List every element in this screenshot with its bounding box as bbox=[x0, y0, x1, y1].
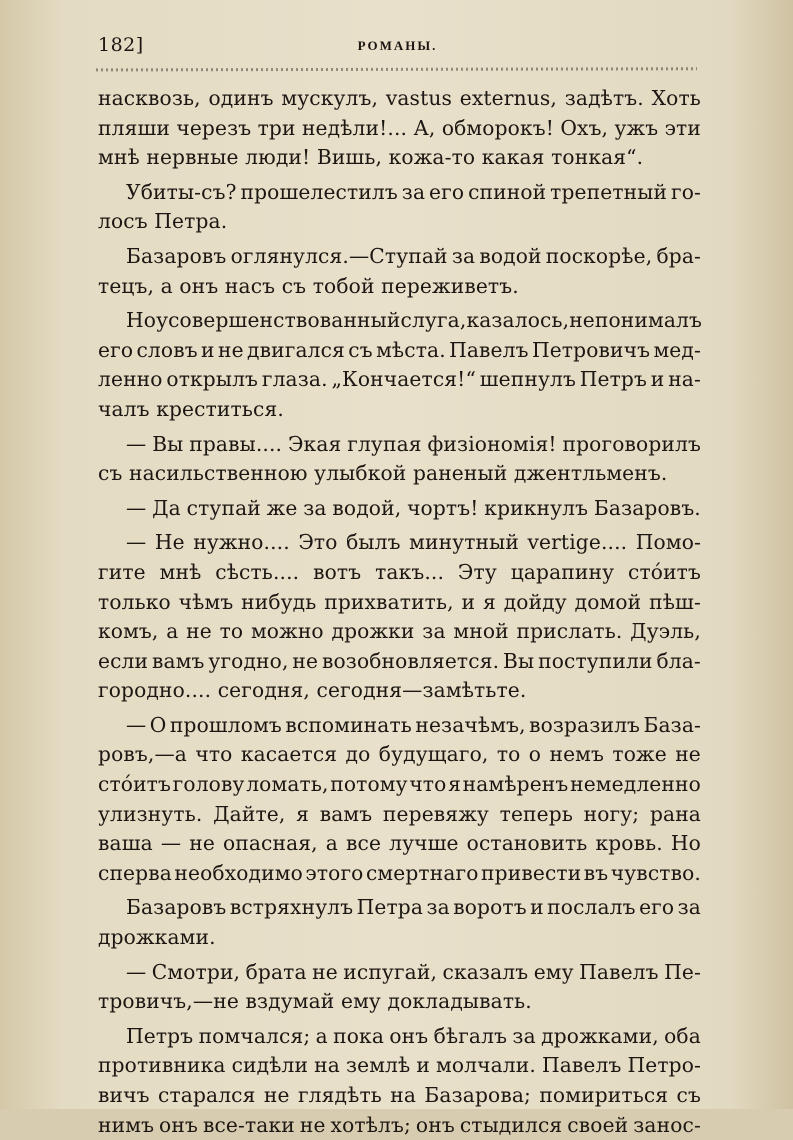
text-line: пляши черезъ три недѣли!... А, обморокъ! Охъ, ужъ эти bbox=[98, 115, 701, 140]
text-line: Петръ помчался; а пока онъ бѣгалъ за дрожками, оба bbox=[126, 1023, 701, 1048]
text-line: только чѣмъ нибудь прихватить, и я дойду домой пѣш- bbox=[98, 589, 701, 614]
text-line: ленно открылъ глаза. „Кончается!“ шепнулъ Петръ и на- bbox=[98, 367, 701, 392]
text-line: городно.... сегодня, сегодня—замѣтьте. bbox=[98, 678, 527, 703]
text-line: Базаровъ оглянулся.—Ступай за водой поскорѣе, бра- bbox=[126, 243, 701, 268]
text-line: дрожками. bbox=[98, 925, 216, 950]
text-line: — Вы правы.... Экая глупая физіономія! проговорилъ bbox=[126, 431, 701, 456]
page-header bbox=[98, 34, 697, 64]
text-line: комъ, а не то можно дрожки за мной прислать. Дуэль, bbox=[98, 619, 701, 644]
page-body-text bbox=[98, 84, 701, 1140]
text-line: если вамъ угодно, не возобновляется. Вы поступили бла- bbox=[98, 648, 701, 673]
text-line: вичъ старался не глядѣть на Базарова; помириться съ bbox=[98, 1083, 701, 1107]
text-line: Но усовершенствованный слуга, казалось, не понималъ bbox=[126, 308, 703, 333]
text-line: — Не нужно.... Это былъ минутный vertige.... Помо- bbox=[126, 530, 701, 555]
text-line: ваша — не опасная, а все лучше остановить кровь. Но bbox=[98, 831, 701, 856]
text-line: тровичъ,—не вздумай ему докладывать. bbox=[98, 989, 532, 1014]
text-line: — Смотри, брата не испугай, сказалъ ему Павелъ Пе- bbox=[126, 959, 701, 984]
running-title: РОМАНЫ. bbox=[357, 38, 438, 53]
text-line: гите мнѣ сѣсть.... вотъ такъ... Эту царапину стóитъ bbox=[98, 559, 701, 584]
text-line: улизнуть. Дайте, я вамъ перевяжу теперь ногу; рана bbox=[98, 801, 701, 826]
text-line: насквозь, одинъ мускулъ, vastus externus, задѣтъ. Хоть bbox=[98, 86, 701, 110]
text-line: Базаровъ встряхнулъ Петра за воротъ и послалъ его за bbox=[126, 895, 701, 920]
text-line: ровъ,—а что касается до будущаго, то о немъ тоже не bbox=[98, 742, 701, 767]
text-line: тецъ, а онъ насъ съ тобой переживетъ. bbox=[98, 273, 519, 298]
text-line: чалъ креститься. bbox=[98, 396, 284, 421]
text-line: мнѣ нервные люди! Вишь, кожа-то какая тонкая“. bbox=[98, 145, 644, 170]
text-line: сперва необходимо этого смертнаго привести въ чувство. bbox=[98, 860, 701, 885]
text-line: противника сидѣли на землѣ и молчали. Павелъ Петро- bbox=[98, 1053, 701, 1078]
text-line: лосъ Петра. bbox=[98, 209, 228, 234]
text-line: нимъ онъ все-таки не хотѣлъ; онъ стыдился своей занос- bbox=[98, 1112, 701, 1137]
page-number: 182] bbox=[98, 34, 144, 56]
text-line: стóитъ голову ломать, потому что я намѣренъ немедленно bbox=[98, 772, 701, 797]
header-rule bbox=[96, 66, 697, 72]
text-line: его словъ и не двигался съ мѣста. Павелъ Петровичъ мед- bbox=[98, 337, 701, 362]
text-line: съ насильственною улыбкой раненый джентльменъ. bbox=[98, 461, 668, 486]
text-line: — Да ступай же за водой, чортъ! крикнулъ Базаровъ. bbox=[126, 495, 701, 520]
text-line: — О прошломъ вспоминать незачѣмъ, возразилъ База- bbox=[126, 712, 701, 737]
text-line: Убиты-съ? прошелестилъ за его спиной трепетный го- bbox=[126, 179, 701, 204]
